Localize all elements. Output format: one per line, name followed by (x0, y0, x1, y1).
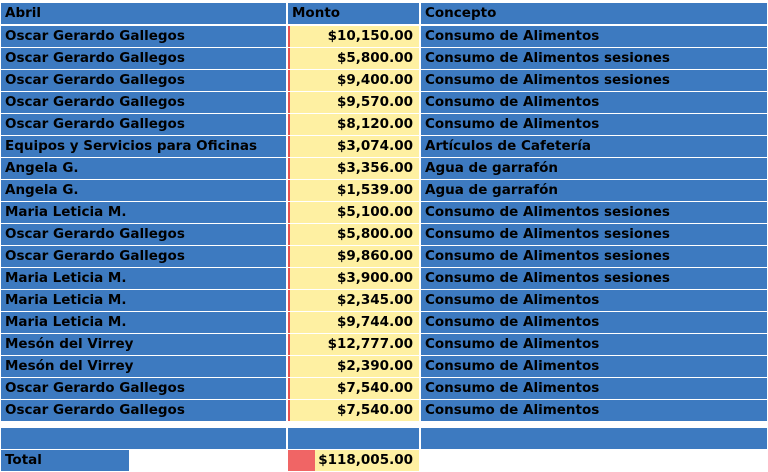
header-monto[interactable]: Monto (288, 3, 419, 24)
table-row (0, 202, 768, 224)
header-abril[interactable]: Abril (1, 3, 286, 24)
cell-concepto[interactable]: Consumo de Alimentos (421, 26, 767, 47)
cell-concepto[interactable]: Consumo de Alimentos (421, 312, 767, 333)
blank-cell[interactable] (421, 428, 767, 449)
cell-monto[interactable]: $7,540.00 (288, 378, 419, 399)
cell-monto[interactable]: $5,800.00 (288, 48, 419, 69)
total-spacer (130, 450, 287, 471)
cell-concepto[interactable]: Consumo de Alimentos sesiones (421, 268, 767, 289)
table-row (0, 26, 768, 48)
cell-monto[interactable]: $9,570.00 (288, 92, 419, 113)
cell-name[interactable]: Oscar Gerardo Gallegos (1, 246, 286, 267)
table-row (0, 70, 768, 92)
cell-monto[interactable]: $3,900.00 (288, 268, 419, 289)
cell-name[interactable]: Oscar Gerardo Gallegos (1, 378, 286, 399)
table-row (0, 356, 768, 378)
cell-monto[interactable]: $2,390.00 (288, 356, 419, 377)
cell-concepto[interactable]: Consumo de Alimentos (421, 114, 767, 135)
cell-name[interactable]: Maria Leticia M. (1, 312, 286, 333)
table-row (0, 224, 768, 246)
header-concepto[interactable]: Concepto (421, 3, 767, 24)
cell-concepto[interactable]: Consumo de Alimentos (421, 356, 767, 377)
table-row (0, 180, 768, 202)
table-row (0, 400, 768, 422)
cell-monto[interactable]: $12,777.00 (288, 334, 419, 355)
total-concepto-empty[interactable] (421, 450, 767, 471)
cell-name[interactable]: Maria Leticia M. (1, 290, 286, 311)
cell-concepto[interactable]: Consumo de Alimentos sesiones (421, 246, 767, 267)
cell-name[interactable]: Mesón del Virrey (1, 356, 286, 377)
cell-concepto[interactable]: Consumo de Alimentos sesiones (421, 202, 767, 223)
cell-concepto[interactable]: Agua de garrafón (421, 158, 767, 179)
highlight-marker (288, 450, 315, 471)
cell-concepto[interactable]: Consumo de Alimentos (421, 334, 767, 355)
cell-concepto[interactable]: Consumo de Alimentos sesiones (421, 70, 767, 91)
cell-name[interactable]: Oscar Gerardo Gallegos (1, 114, 286, 135)
table-row (0, 246, 768, 268)
table-row (0, 92, 768, 114)
table-row (0, 312, 768, 334)
cell-name[interactable]: Mesón del Virrey (1, 334, 286, 355)
cell-name[interactable]: Angela G. (1, 180, 286, 201)
cell-name[interactable]: Angela G. (1, 158, 286, 179)
cell-concepto[interactable]: Consumo de Alimentos (421, 400, 767, 421)
cell-name[interactable]: Equipos y Servicios para Oficinas (1, 136, 286, 157)
cell-concepto[interactable]: Consumo de Alimentos (421, 92, 767, 113)
table-row (0, 114, 768, 136)
cell-name[interactable]: Oscar Gerardo Gallegos (1, 224, 286, 245)
cell-monto[interactable]: $5,800.00 (288, 224, 419, 245)
cell-name[interactable]: Oscar Gerardo Gallegos (1, 92, 286, 113)
table-row (0, 268, 768, 290)
cell-concepto[interactable]: Consumo de Alimentos sesiones (421, 224, 767, 245)
cell-concepto[interactable]: Agua de garrafón (421, 180, 767, 201)
cell-monto[interactable]: $9,860.00 (288, 246, 419, 267)
cell-name[interactable]: Maria Leticia M. (1, 268, 286, 289)
table-row (0, 48, 768, 70)
total-monto-value: $118,005.00 (318, 452, 413, 468)
cell-monto[interactable]: $1,539.00 (288, 180, 419, 201)
cell-monto[interactable]: $7,540.00 (288, 400, 419, 421)
cell-monto[interactable]: $9,400.00 (288, 70, 419, 91)
total-label[interactable]: Total (1, 450, 129, 471)
table-row (0, 290, 768, 312)
cell-monto[interactable]: $8,120.00 (288, 114, 419, 135)
cell-concepto[interactable]: Consumo de Alimentos (421, 378, 767, 399)
cell-monto[interactable]: $10,150.00 (288, 26, 419, 47)
blank-cell[interactable] (288, 428, 419, 449)
cell-name[interactable]: Oscar Gerardo Gallegos (1, 70, 286, 91)
cell-name[interactable]: Oscar Gerardo Gallegos (1, 26, 286, 47)
table-row (0, 378, 768, 400)
blank-row (0, 428, 768, 450)
cell-concepto[interactable]: Consumo de Alimentos (421, 290, 767, 311)
table-row (0, 136, 768, 158)
header-row (0, 3, 768, 25)
cell-monto[interactable]: $9,744.00 (288, 312, 419, 333)
total-monto[interactable] (288, 450, 419, 471)
cell-name[interactable]: Maria Leticia M. (1, 202, 286, 223)
blank-cell[interactable] (1, 428, 286, 449)
cell-concepto[interactable]: Artículos de Cafetería (421, 136, 767, 157)
cell-name[interactable]: Oscar Gerardo Gallegos (1, 400, 286, 421)
table-row (0, 158, 768, 180)
cell-monto[interactable]: $3,356.00 (288, 158, 419, 179)
cell-monto[interactable]: $2,345.00 (288, 290, 419, 311)
cell-concepto[interactable]: Consumo de Alimentos sesiones (421, 48, 767, 69)
cell-monto[interactable]: $3,074.00 (288, 136, 419, 157)
cell-name[interactable]: Oscar Gerardo Gallegos (1, 48, 286, 69)
table-row (0, 334, 768, 356)
cell-monto[interactable]: $5,100.00 (288, 202, 419, 223)
